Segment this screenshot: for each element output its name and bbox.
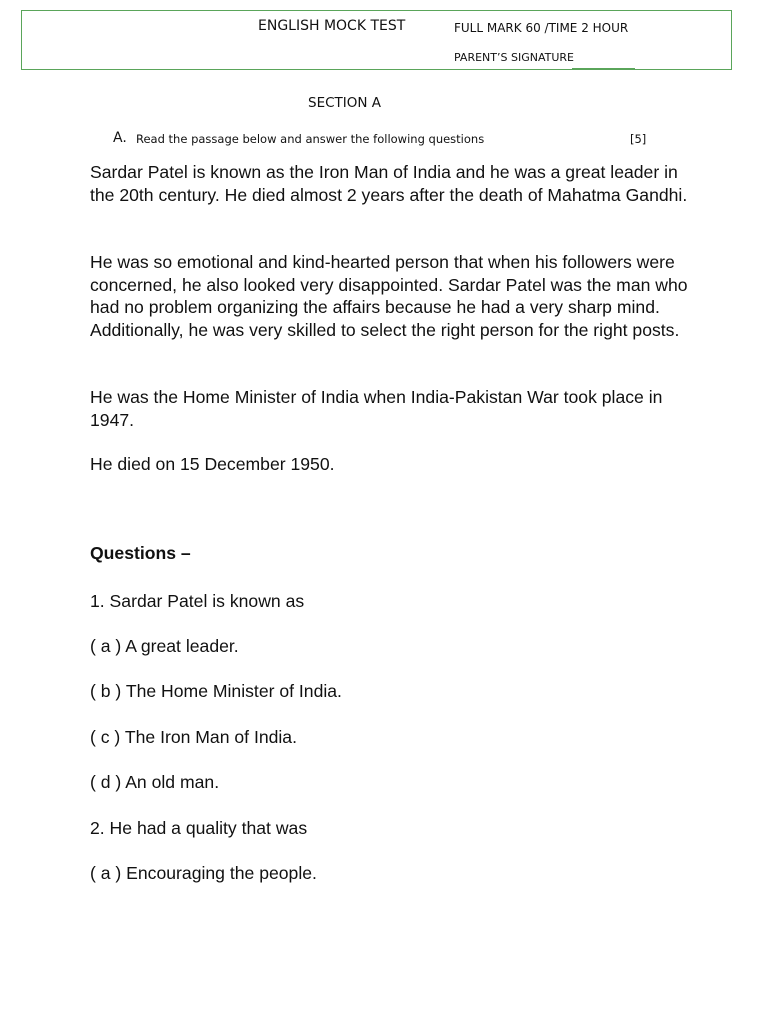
signature-line — [572, 68, 635, 69]
passage-paragraph: Sardar Patel is known as the Iron Man of India and he was a great leader in the 20th century. He died almost 2 years after the death of Mahatma Gandhi. — [90, 162, 688, 205]
test-title: ENGLISH MOCK TEST — [258, 18, 406, 34]
question-1-option-c: ( c ) The Iron Man of India. — [90, 727, 297, 747]
questions-heading: Questions – — [90, 543, 191, 563]
instruction-text: Read the passage below and answer the following questions — [136, 132, 485, 146]
passage-paragraph: He died on 15 December 1950. — [90, 454, 335, 474]
question-2-option-a: ( a ) Encouraging the people. — [90, 863, 317, 883]
passage-paragraph: He was so emotional and kind-hearted person that when his followers were concerned, he also looked very disappointed. Sardar Patel was the man who had no problem organizing the affairs because he had a very sharp mind. Additionally, he was very skilled to select the right person for the right posts. — [90, 252, 688, 340]
parent-signature-label: PARENT’S SIGNATURE — [454, 51, 574, 64]
full-mark-time: FULL MARK 60 /TIME 2 HOUR — [454, 21, 629, 35]
section-title: SECTION A — [308, 95, 382, 111]
question-1: 1. Sardar Patel is known as — [90, 591, 305, 611]
question-2: 2. He had a quality that was — [90, 818, 308, 838]
instruction-letter: A. — [113, 130, 127, 146]
question-1-option-b: ( b ) The Home Minister of India. — [90, 681, 342, 701]
instruction-marks: [5] — [630, 132, 647, 146]
test-header-box — [21, 10, 732, 70]
question-1-option-d: ( d ) An old man. — [90, 772, 220, 792]
passage-paragraph: He was the Home Minister of India when India-Pakistan War took place in 1947. — [90, 387, 663, 430]
question-1-option-a: ( a ) A great leader. — [90, 636, 239, 656]
